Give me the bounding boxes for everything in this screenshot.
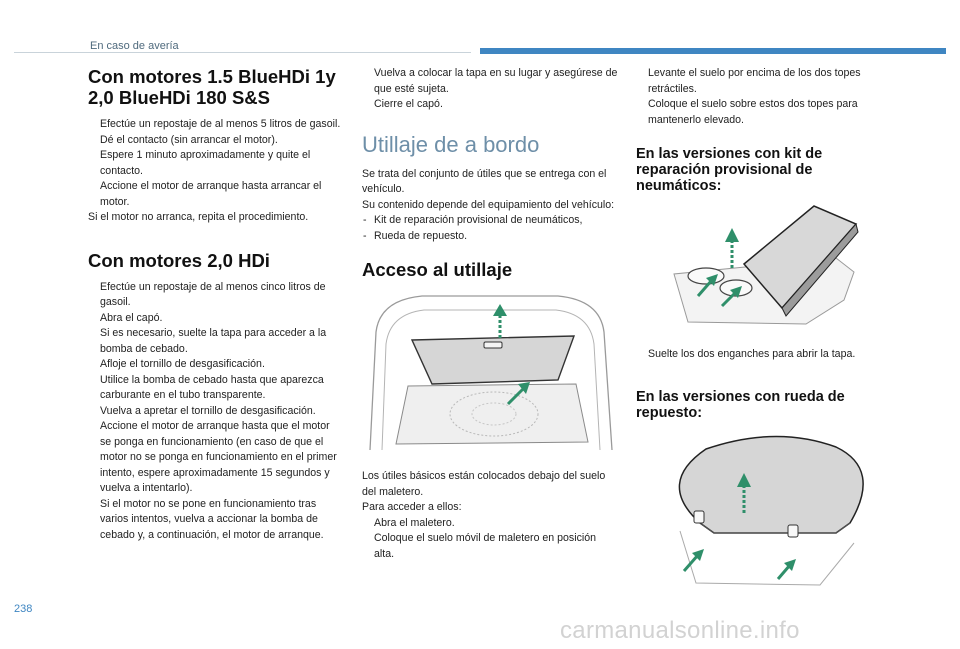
repair-kit-illustration — [636, 204, 898, 339]
list-item: Si es necesario, suelte la tapa para acceder a la bomba de cebado. — [100, 327, 327, 355]
heading-kit: En las versiones con kit de reparación provisional de neumáticos: — [636, 146, 823, 194]
heading-acceso: Acceso al utillaje — [362, 259, 513, 280]
heading-bluehdi: Con motores 1.5 BlueHDi 1y 2,0 BlueHDi 180 S&S — [88, 66, 336, 108]
list-item: Cierre el capó. — [374, 98, 443, 110]
list-item: Levante el suelo por encima de los dos topes retráctiles. — [648, 67, 861, 95]
list-item: - Rueda de repuesto. — [362, 229, 618, 245]
list-item: Espere 1 minuto aproximadamente y quite el contacto. — [100, 149, 311, 177]
list-item: Suelte los dos enganches para abrir la tapa. — [648, 348, 856, 360]
list-item: Efectúe un repostaje de al menos 5 litros de gasoil. — [100, 118, 341, 130]
list-item: Coloque el suelo móvil de maletero en posición alta. — [374, 532, 597, 560]
column-middle — [362, 66, 618, 562]
column-left — [88, 66, 343, 543]
note-repeat: Si el motor no arranca, repita el procedimiento. — [88, 211, 309, 223]
section-title: En caso de avería — [90, 40, 179, 52]
spare-wheel-illustration — [636, 431, 898, 591]
steps-acceso — [362, 516, 618, 563]
column-right — [636, 66, 898, 591]
list-item: Abra el capó. — [100, 311, 163, 324]
list-item: Accione el motor de arranque hasta arrancar el motor. — [100, 180, 322, 208]
steps-raise-floor — [636, 66, 898, 128]
steps-kit — [636, 347, 898, 363]
list-item: Abra el maletero. — [374, 516, 455, 529]
utillaje-list — [362, 213, 618, 244]
dash-marker: - — [363, 214, 367, 226]
page-number: 238 — [14, 603, 33, 615]
heading-rueda: En las versiones con rueda de repuesto: — [636, 388, 845, 421]
steps-close-hood — [362, 66, 618, 113]
list-item: Efectúe un repostaje de al menos cinco litros de gasoil. — [100, 280, 326, 308]
utillaje-depends: Su contenido depende del equipamiento del vehículo: — [362, 198, 615, 211]
list-item: Dé el contacto (sin arrancar el motor). — [100, 133, 278, 146]
steps-hdi — [88, 280, 343, 544]
list-item: Utilice la bomba de cebado hasta que aparezca carburante en el tubo transparente. — [100, 373, 324, 401]
list-item: Accione el motor de arranque hasta que el motor se ponga en funcionamiento (en caso de que el motor no se ponga en funcionamiento en el primer intento, espere aproximadamente 15 segundos y vuelva a intentarlo). — [100, 420, 337, 494]
list-item: Afloje el tornillo de desgasificación. — [100, 358, 265, 370]
list-item: Vuelva a colocar la tapa en su lugar y asegúrese de que esté sujeta. — [374, 67, 618, 95]
heading-hdi: Con motores 2,0 HDi — [88, 249, 270, 271]
trunk-illustration — [362, 292, 618, 452]
watermark: carmanualsonline.info — [560, 617, 800, 644]
utillaje-intro: Se trata del conjunto de útiles que se entrega con el vehículo. — [362, 167, 607, 195]
dash-marker: - — [363, 229, 367, 242]
acceso-location: Los útiles básicos están colocados debajo del suelo del maletero. — [362, 470, 606, 498]
list-item: Si el motor no se pone en funcionamiento tras varios intentos, vuelva a accionar la bomba de cebado y, a continuación, el motor de arranque. — [100, 497, 324, 541]
list-item: Vuelva a apretar el tornillo de desgasificación. — [100, 404, 316, 417]
header-divider — [14, 52, 471, 53]
heading-utillaje: Utillaje de a bordo — [362, 131, 540, 157]
header-accent-bar — [480, 48, 946, 54]
acceso-instruction: Para acceder a ellos: — [362, 501, 462, 513]
list-item: Coloque el suelo sobre estos dos topes para mantenerlo elevado. — [648, 98, 858, 126]
steps-bluehdi — [88, 117, 343, 210]
list-item: - Kit de reparación provisional de neumáticos, — [362, 213, 618, 229]
